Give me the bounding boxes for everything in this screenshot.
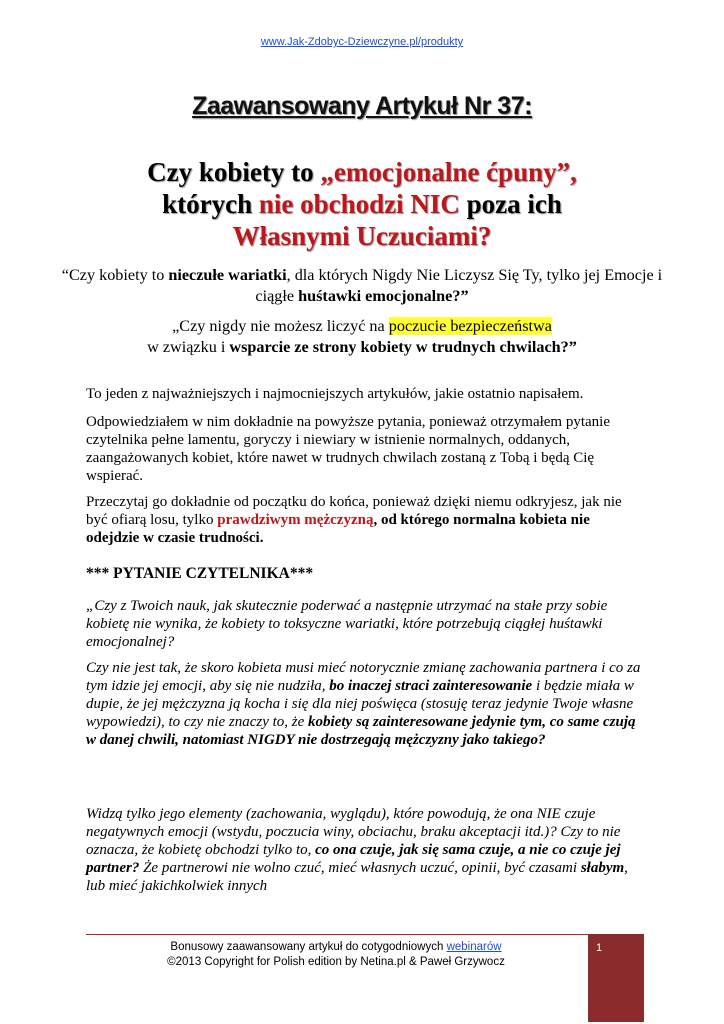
quote-highlight: poczucie bezpieczeństwa xyxy=(388,317,552,335)
headline-red-text: „emocjonalne ćpuny”, xyxy=(320,157,577,187)
footer-copyright: ©2013 Copyright for Polish edition by Netina.pl & Paweł Grzywocz xyxy=(167,956,505,968)
footer-line-1 xyxy=(86,940,586,955)
paragraph-1: To jeden z najważniejszych i najmocniejszych artykułów, jakie ostatnio napisałem. xyxy=(86,386,584,402)
header-link[interactable]: www.Jak-Zdobyc-Dziewczyne.pl/produkty xyxy=(260,36,464,48)
page-number: 1 xyxy=(595,942,603,954)
footer xyxy=(86,940,586,970)
headline-line-1 xyxy=(40,156,684,188)
reader-question-heading: *** PYTANIE CZYTELNIKA*** xyxy=(86,565,314,582)
quote-bold: huśtawki emocjonalne?” xyxy=(298,287,469,305)
letter-paragraph-1: „Czy z Twoich nauk, jak skutecznie poderwać a następnie utrzymać na stałe przy sobie kobietę nie wynika, że kobiety to toksyczne wariatki, które potrzebują ciągłej huśtawki emocjonalnej? xyxy=(86,598,608,650)
intro-quote-2 xyxy=(60,316,664,358)
footer-text: Bonusowy zaawansowany artykuł do cotygodniowych xyxy=(170,941,447,953)
letter-bold: kobiety są zainteresowane jedynie tym, co same czują w danej chwili, natomiast NIGDY nie dostrzegają mężczyzny jako takiego? xyxy=(86,714,636,748)
headline-text: których xyxy=(162,189,259,219)
headline-text: Czy kobiety to xyxy=(147,157,321,187)
footer-divider xyxy=(86,934,644,935)
headline-red-text: nie obchodzi NIC xyxy=(258,189,460,219)
webinar-link[interactable]: webinarów xyxy=(446,941,502,953)
quote-bold: nieczułe wariatki xyxy=(168,266,287,284)
letter-bold: bo inaczej straci zainteresowanie xyxy=(329,678,533,694)
article-headline xyxy=(40,156,684,252)
article-number-heading: Zaawansowany Artykuł Nr 37: xyxy=(192,92,532,120)
letter-paragraph-3 xyxy=(86,805,646,895)
letter-text: Czy nie jest tak, że skoro kobieta musi mieć notorycznie zmianę zachowania partnera i co za tym idzie jej emocji, aby się nie nudziła, xyxy=(86,660,641,694)
headline-text: poza ich xyxy=(459,189,562,219)
letter-paragraph-2 xyxy=(86,659,646,749)
letter-bold: co ona czuje, jak się sama czuje, a nie co czuje jej partner? xyxy=(86,842,621,876)
quote-text: w związku i xyxy=(147,338,230,356)
quote-text: “Czy kobiety to xyxy=(61,266,169,284)
paragraph-3 xyxy=(86,493,646,547)
letter-text: Widzą tylko jego elementy (zachowania, wyglądu), które powodują, że ona NIE czuje negatywnych emocji (wstydu, poczucia winy, obciachu, braku akceptacji itd.)? Czy to nie oznacza, że kobietę obchodzi tylko to, xyxy=(86,806,621,858)
paragraph-2: Odpowiedziałem w nim dokładnie na powyższe pytania, ponieważ otrzymałem pytanie czytelnika pełne lamentu, goryczy i niewiary w istnienie normalnych, oddanych, zaangażowanych kobiet, które nawet w trudnych chwilach zostaną z Tobą i będą Cię wspierać. xyxy=(86,414,610,484)
intro-quote-1 xyxy=(60,265,664,307)
paragraph-bold: , od którego normalna kobieta nie odejdzie w czasie trudności. xyxy=(86,512,590,546)
letter-text: i będzie miała w dupie, że jej mężczyzna ją kocha i się dla niej poświęca (stosuję teraz jedynie Twoje własne wypowiedzi), to czy nie znaczy to, że xyxy=(86,678,634,730)
paragraph-red-bold: prawdziwym mężczyzną xyxy=(217,512,374,528)
letter-bold: słabym xyxy=(580,860,625,876)
paragraph-text: Przeczytaj go dokładnie od początku do końca, ponieważ dzięki niemu odkryjesz, jak nie być ofiarą losu, tylko xyxy=(86,494,622,528)
quote-text: „Czy nigdy nie możesz liczyć na xyxy=(172,317,389,335)
letter-text: Że partnerowi nie wolno czuć, mieć własnych uczuć, opinii, być czasami xyxy=(139,860,581,876)
quote-text: , dla których Nigdy Nie Liczysz Się Ty, tylko jej Emocje i ciągłe xyxy=(255,266,663,305)
letter-text: , lub mieć jakichkolwiek innych xyxy=(86,860,628,894)
headline-line-3: Własnymi Uczuciami? xyxy=(232,221,492,251)
headline-line-2 xyxy=(40,188,684,220)
quote-bold: wsparcie ze strony kobiety w trudnych chwilach?” xyxy=(229,338,577,356)
